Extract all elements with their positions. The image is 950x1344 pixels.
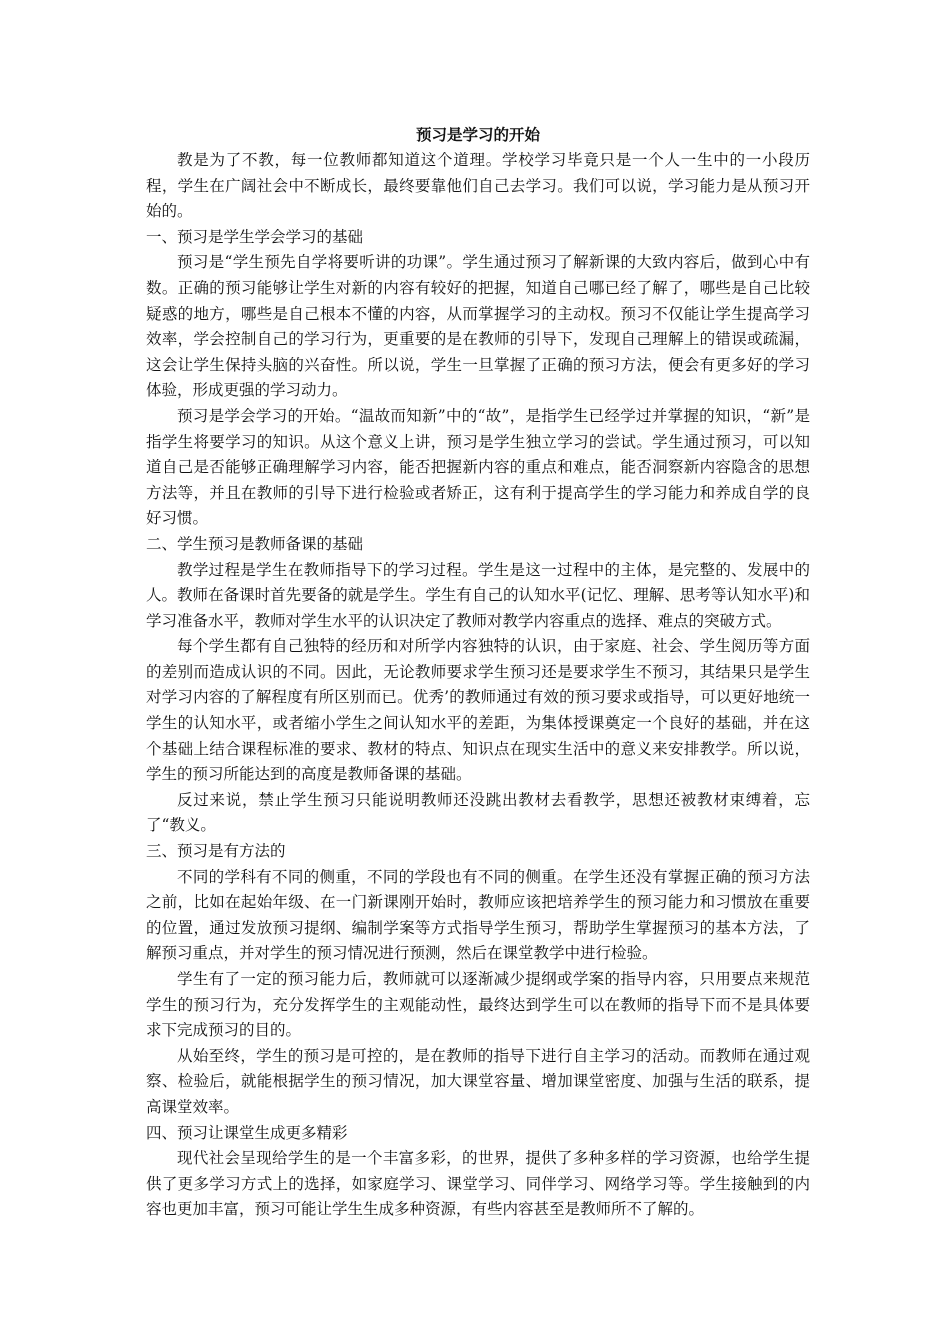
section-1-heading: 一、预习是学生学会学习的基础 xyxy=(146,227,364,246)
intro-paragraph: 教是为了不教，每一位教师都知道这个道理。学校学习毕竟只是一个人一生中的一小段历程，学生在广阔社会中不断成长，最终要靠他们自己去学习。我们可以说，学习能力是从预习开始的。 xyxy=(146,151,810,221)
section-3-paragraph-2: 学生有了一定的预习能力后，教师就可以逐渐减少提纲或学案的指导内容，只用要点来规范学生的预习行为，充分发挥学生的主观能动性，最终达到学生可以在教师的指导下而不是具体要求下完成预习的目的。 xyxy=(146,970,810,1040)
section-2-heading: 二、学生预习是教师备课的基础 xyxy=(146,534,364,553)
section-3-paragraph-3: 从始至终，学生的预习是可控的，是在教师的指导下进行自主学习的活动。而教师在通过观察、检验后，就能根据学生的预习情况，加大课堂容量、增加课堂密度、加强与生活的联系，提高课堂效率。 xyxy=(146,1046,810,1116)
document-title: 预习是学习的开始 xyxy=(415,125,540,144)
section-2-paragraph-2: 每个学生都有自己独特的经历和对所学内容独特的认识，由于家庭、社会、学生阅历等方面的差别而造成认识的不同。因此，无论教师要求学生预习还是要求学生不预习，其结果只是学生对学习内容的了解程度有所区别而已。优秀’的教师通过有效的预习要求或指导，可以更好地统一学生的认知水平，或者缩小学生之间认知水平的差距，为集体授课奠定一个良好的基础，并在这个基础上结合课程标准的要求、教材的特点、知识点在现实生活中的意义来安排教学。所以说，学生的预习所能达到的高度是教师备课的基础。 xyxy=(146,637,810,784)
section-3-paragraph-1: 不同的学科有不同的侧重，不同的学段也有不同的侧重。在学生还没有掌握正确的预习方法之前，比如在起始年级、在一门新课刚开始时，教师应该把培养学生的预习能力和习惯放在重要的位置，通过发放预习提纲、编制学案等方式指导学生预习，帮助学生掌握预习的基本方法，了解预习重点，并对学生的预习情况进行预测，然后在课堂教学中进行检验。 xyxy=(146,867,810,963)
section-2-paragraph-1: 教学过程是学生在教师指导下的学习过程。学生是这一过程中的主体，是完整的、发展中的人。教师在备课时首先要备的就是学生。学生有自己的认知水平(记忆、理解、思考等认知水平)和学习准备水平，教师对学生水平的认识决定了教师对教学内容重点的选择、难点的突破方式。 xyxy=(146,560,810,630)
section-4-paragraph-1: 现代社会呈现给学生的是一个丰富多彩，的世界，提供了多种多样的学习资源，也给学生提供了更多学习方式上的选择，如家庭学习、课堂学习、同伴学习、网络学习等。学生接触到的内容也更加丰富，预习可能让学生生成多种资源，有些内容甚至是教师所不了解的。 xyxy=(146,1149,810,1219)
section-2-paragraph-3: 反过来说，禁止学生预习只能说明教师还没跳出教材去看教学，思想还被教材束缚着，忘了“教义。 xyxy=(146,790,810,835)
section-1-paragraph-2: 预习是学会学习的开始。“温故而知新”中的“故”，是指学生已经学过并掌握的知识，“新”是指学生将要学习的知识。从这个意义上讲，预习是学生独立学习的尝试。学生通过预习，可以知道自己是否能够正确理解学习内容，能否把握新内容的重点和难点，能否洞察新内容隐含的思想方法等，并且在教师的引导下进行检验或者矫正，这有利于提高学生的学习能力和养成自学的良好习惯。 xyxy=(146,406,810,528)
section-1-paragraph-1: 预习是“学生预先自学将要听讲的功课”。学生通过预习了解新课的大致内容后，做到心中有数。正确的预习能够让学生对新的内容有较好的把握，知道自己哪已经了解了，哪些是自己比较疑惑的地方，哪些是自己根本不懂的内容，从而掌握学习的主动权。预习不仅能让学生提高学习效率，学会控制自己的学习行为，更重要的是在教师的引导下，发现自己理解上的错误或疏漏，这会让学生保持头脑的兴奋性。所以说，学生一旦掌握了正确的预习方法，便会有更多好的学习体验，形成更强的学习动力。 xyxy=(146,253,810,400)
document-page xyxy=(146,122,810,1223)
section-4-heading: 四、预习让课堂生成更多精彩 xyxy=(146,1123,348,1142)
section-3-heading: 三、预习是有方法的 xyxy=(146,842,286,861)
